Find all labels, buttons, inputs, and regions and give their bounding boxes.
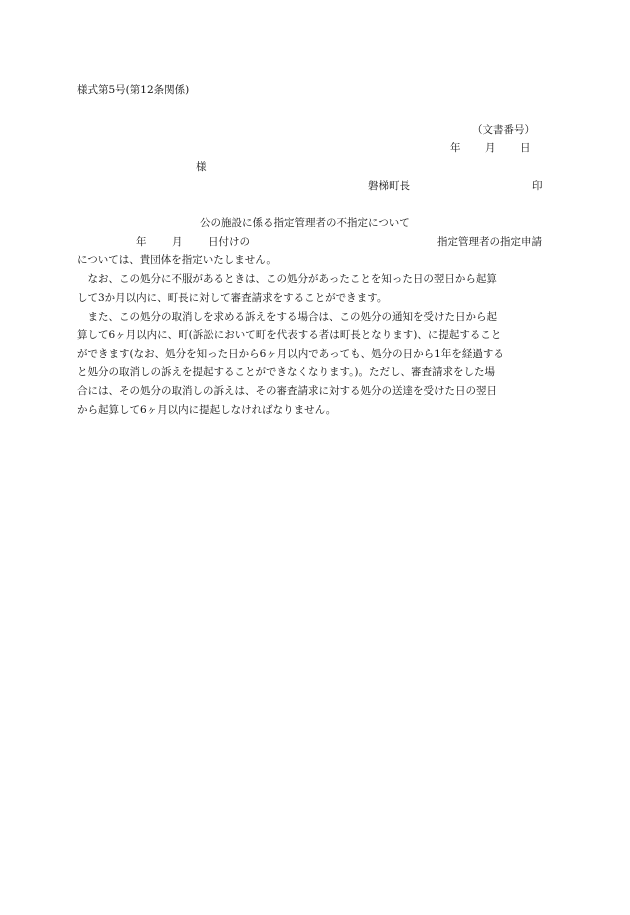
body-line: また、この処分の取消しを求める訴えをする場合は、この処分の通知を受けた日から起 (77, 311, 497, 323)
intro-month-label: 月 (172, 236, 183, 248)
form-number: 様式第5号(第12条関係) (77, 84, 190, 96)
body-line: ができます(なお、処分を知った日から6ヶ月以内であっても、処分の日から1年を経過する (77, 348, 504, 360)
body-line: して3か月以内に、町長に対して審査請求をすることができます。 (77, 292, 388, 304)
addressee-suffix: 様 (196, 161, 207, 173)
seal-mark: 印 (532, 180, 543, 192)
body-line: から起算して6ヶ月以内に提起しなければなりません。 (77, 404, 337, 416)
document-number-label: （文書番号） (472, 124, 535, 136)
body-line: 合には、その処分の取消しの訴えは、その審査請求に対する処分の送達を受けた日の翌日 (77, 385, 497, 397)
date-day-label: 日 (520, 142, 531, 154)
body-line: については、貴団体を指定いたしません。 (77, 254, 277, 266)
subject-title: 公の施設に係る指定管理者の不指定について (200, 217, 410, 229)
body-line: と処分の取消しの訴えを提起することができなくなります。)。ただし、審査請求をした場 (77, 366, 496, 378)
sender-title: 磐梯町長 (368, 180, 410, 192)
intro-request-text: 指定管理者の指定申請 (437, 236, 542, 248)
intro-date-suffix: 日付けの (208, 236, 250, 248)
body-line: なお、この処分に不服があるときは、この処分があったことを知った日の翌日から起算 (77, 273, 497, 285)
date-month-label: 月 (485, 142, 496, 154)
date-year-label: 年 (450, 142, 461, 154)
body-line: 算して6ヶ月以内に、町(訴訟において町を代表する者は町長となります)、に提起すること (77, 329, 502, 341)
intro-year-label: 年 (136, 236, 147, 248)
